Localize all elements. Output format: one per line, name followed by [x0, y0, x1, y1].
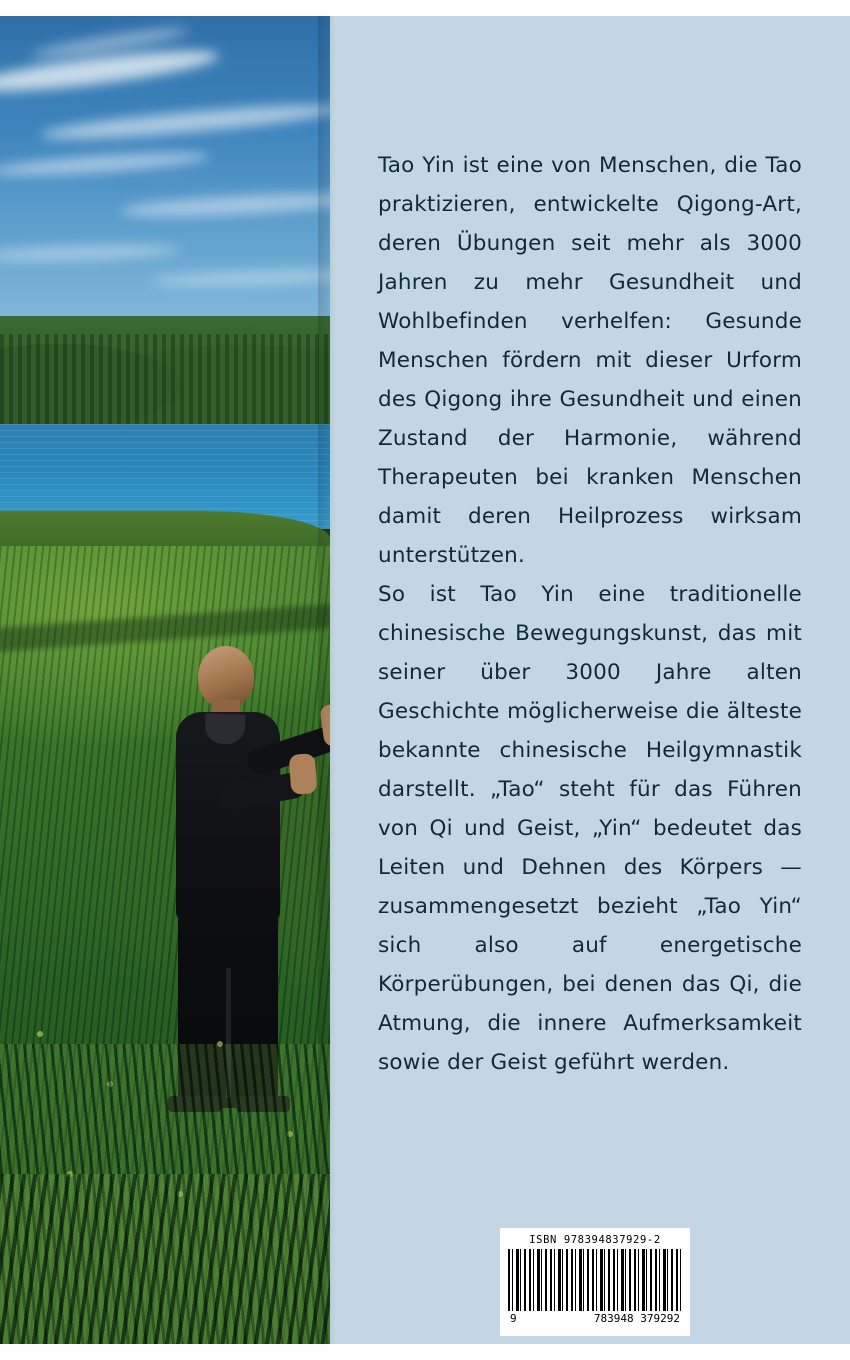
cover-panel	[0, 16, 850, 1344]
blurb-paragraph-2: So ist Tao Yin eine traditionelle chinesische Bewegungskunst, das mit seiner über 3000 Jahre alten Geschichte möglicherweise die älteste bekannte chinesische Heilgymnastik darstellt. „Tao“ steht für das Führen von Qi und Geist, „Yin“ bedeutet das Leiten und Dehnen des Körpers — zusammengesetzt bezieht „Tao Yin“ sich also auf energetische Körperübungen, bei denen das Qi, die Atmung, die innere Aufmerksamkeit sowie der Geist geführt werden.	[378, 582, 802, 1075]
foreground-grass-near	[0, 1174, 330, 1344]
barcode-icon	[508, 1249, 682, 1311]
isbn-barcode-block	[500, 1228, 690, 1336]
back-cover-blurb	[378, 146, 802, 1082]
cover-photo	[0, 16, 330, 1344]
isbn-label: ISBN 978394837929-2	[529, 1234, 661, 1246]
blurb-paragraph-1: Tao Yin ist eine von Menschen, die Tao praktizieren, entwickelte Qigong-Art, deren Übungen seit mehr als 3000 Jahren zu mehr Gesundheit und Wohlbefinden verhelfen: Gesunde Menschen fördern mit dieser Urform des Qigong ihre Gesundheit und einen Zustand der Harmonie, während Therapeuten bei kranken Menschen damit deren Heilprozess wirksam unterstützen.	[378, 153, 802, 568]
barcode-digit-main: 783948 379292	[593, 1312, 680, 1325]
figure-right-hand	[289, 753, 318, 795]
barcode-digits	[508, 1312, 682, 1325]
figure-head	[198, 646, 254, 708]
photo-edge-shadow	[318, 16, 336, 1344]
barcode-digit-leading: 9	[510, 1312, 517, 1325]
